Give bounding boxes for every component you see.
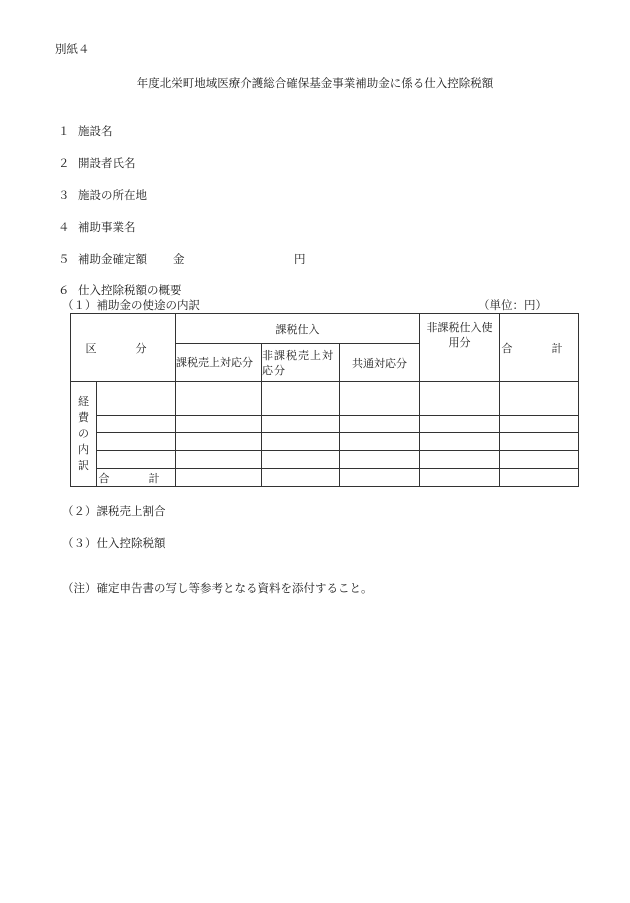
header-non-taxable-sales: 非課税売上対応分 [262,344,340,382]
table-cell [500,416,579,433]
table-cell [340,433,420,451]
unit-label: （単位：円） [478,298,547,312]
item-founder-name [58,155,136,171]
table-cell [176,416,262,433]
table-cell [340,469,420,487]
item-project-name [58,219,136,235]
header-non-taxable-use: 非課税仕入使用分 [420,314,500,382]
header-taxable-sales: 課税売上対応分 [176,344,262,382]
table-cell [176,469,262,487]
table-cell [340,382,420,416]
table-cell [97,433,176,451]
subsection-usage-breakdown: （１）補助金の使途の内訳 [62,298,200,312]
table-cell [262,433,340,451]
item-number: ４ [58,220,70,234]
item-number: ２ [58,156,70,170]
expense-breakdown-label: 経 費 の 内 訳 [71,382,97,487]
note: （注）確定申告書の写し等参考となる資料を添付すること。 [62,581,373,595]
item-facility-address [58,187,147,203]
table-cell [262,469,340,487]
item-confirmed-amount [58,251,147,267]
document-title: 年度北栄町地域医療介護総合確保基金事業補助金に係る仕入控除税額 [136,76,494,90]
table-cell [420,382,500,416]
annex-label: 別紙４ [55,42,90,56]
subsection-tax-deduction-amount: （３）仕入控除税額 [62,536,166,550]
item-label: 施設の所在地 [78,188,147,202]
table-cell [420,433,500,451]
table-cell [97,416,176,433]
item-tax-deduction-overview [58,282,182,298]
amount-prefix: 金 [173,252,185,266]
table-cell [340,416,420,433]
usage-breakdown-table [70,313,579,487]
table-cell [97,382,176,416]
header-category: 区 分 [71,314,176,382]
item-label: 補助金確定額 [78,252,147,266]
item-facility-name [58,123,113,139]
table-cell [262,451,340,469]
table-cell [262,382,340,416]
item-number: ６ [58,283,70,297]
item-number: ５ [58,252,70,266]
amount-unit: 円 [294,252,306,266]
header-total: 合 計 [500,314,579,382]
table-cell [420,451,500,469]
table-cell [500,433,579,451]
table-cell [176,433,262,451]
table-cell [500,382,579,416]
item-label: 補助事業名 [78,220,136,234]
subsection-taxable-sales-ratio: （２）課税売上割合 [62,504,166,518]
total-row-label: 合 計 [97,469,176,487]
table-cell [420,469,500,487]
header-common: 共通対応分 [340,344,420,382]
table-cell [262,416,340,433]
table-cell [500,451,579,469]
header-taxable-purchases: 課税仕入 [176,314,420,344]
item-label: 開設者氏名 [78,156,136,170]
item-label: 仕入控除税額の概要 [78,283,182,297]
item-number: １ [58,124,70,138]
item-label: 施設名 [78,124,113,138]
table-cell [420,416,500,433]
table-cell [97,451,176,469]
table-cell [176,382,262,416]
table-cell [500,469,579,487]
table-cell [176,451,262,469]
item-number: ３ [58,188,70,202]
table-cell [340,451,420,469]
